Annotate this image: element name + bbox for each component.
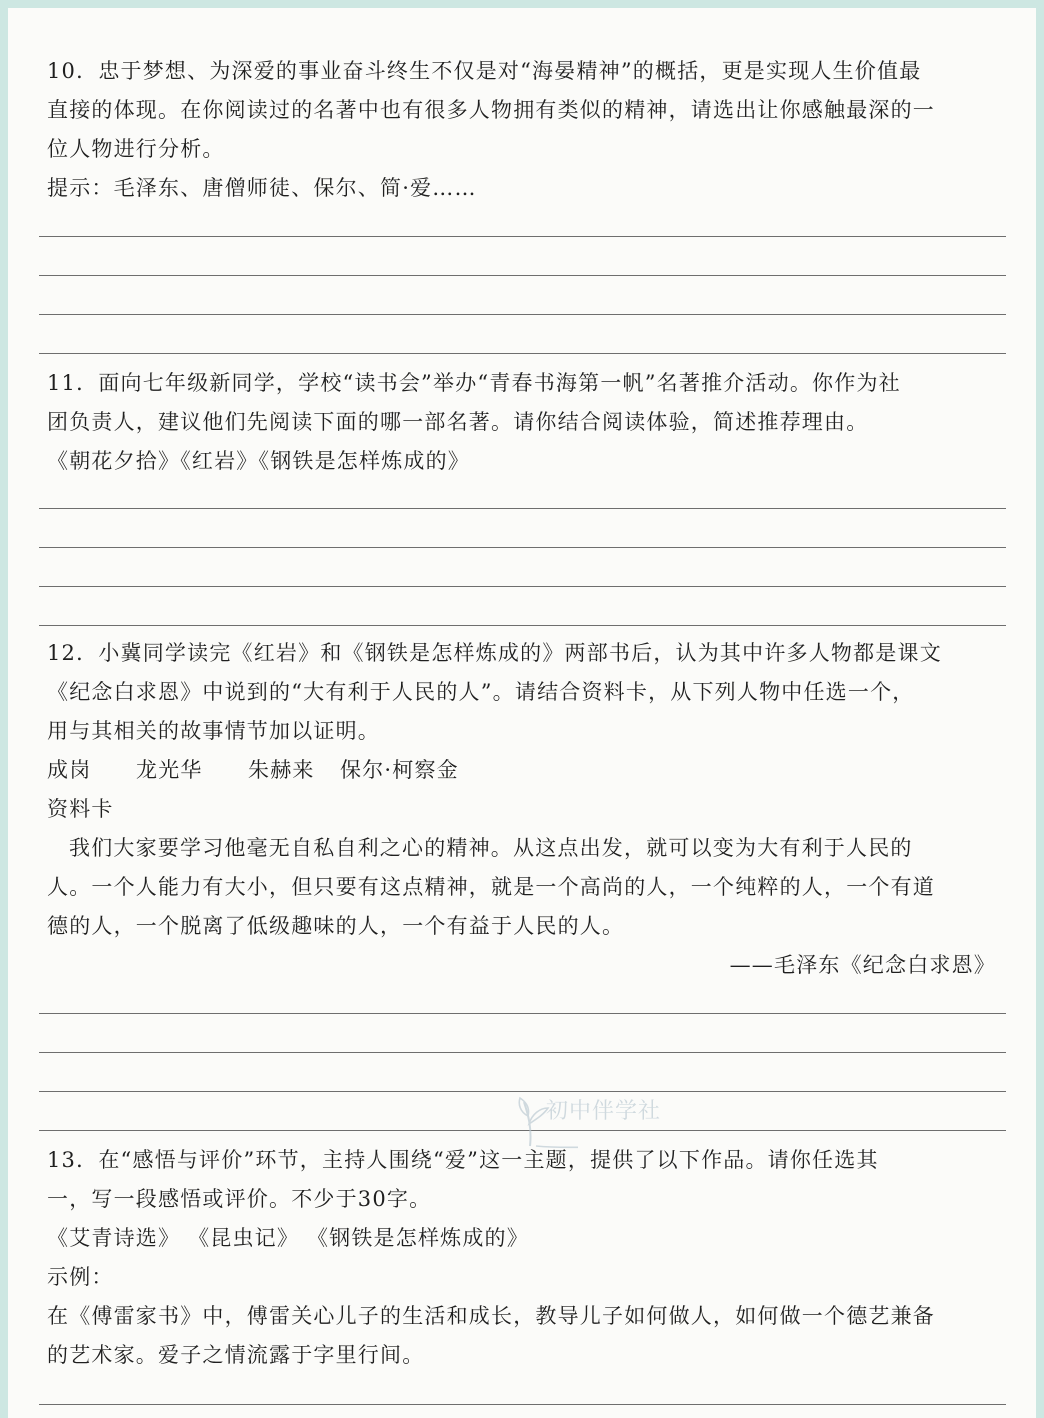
q12-character-2: 龙光华	[136, 758, 203, 782]
q11-answer-line-2[interactable]	[39, 547, 1006, 548]
q10-line-1: 10．忠于梦想、为深爱的事业奋斗终生不仅是对“海晏精神”的概括，更是实现人生价值最	[47, 59, 922, 83]
q10-line-3: 位人物进行分析。	[47, 137, 225, 161]
q10-line-2: 直接的体现。在你阅读过的名著中也有很多人物拥有类似的精神，请选出让你感触最深的一	[47, 98, 935, 122]
q12-line-2: 《纪念白求恩》中说到的“大有利于人民的人”。请结合资料卡，从下列人物中任选一个，	[47, 680, 915, 704]
q12-card-source: ——毛泽东《纪念白求恩》	[729, 953, 996, 977]
q11-answer-line-4[interactable]	[39, 625, 1006, 626]
worksheet-page	[8, 8, 1036, 1418]
q10-answer-line-3[interactable]	[39, 314, 1006, 315]
q13-books: 《艾青诗选》 《昆虫记》 《钢铁是怎样炼成的》	[47, 1226, 529, 1250]
q13-example-label: 示例：	[47, 1265, 114, 1289]
q11-line-2: 团负责人，建议他们先阅读下面的哪一部名著。请你结合阅读体验，简述推荐理由。	[47, 410, 869, 434]
q11-books: 《朝花夕拾》《红岩》《钢铁是怎样炼成的》	[47, 449, 470, 473]
q12-character-4: 保尔·柯察金	[340, 758, 459, 782]
q12-line-3: 用与其相关的故事情节加以证明。	[47, 719, 380, 743]
watermark-text: 初中伴学社	[546, 1099, 662, 1124]
q12-answer-line-3[interactable]	[39, 1091, 1006, 1092]
q12-card-title: 资料卡	[47, 797, 114, 821]
q10-answer-line-1[interactable]	[39, 236, 1006, 237]
q12-answer-line-1[interactable]	[39, 1013, 1006, 1014]
q10-answer-line-2[interactable]	[39, 275, 1006, 276]
q12-answer-line-2[interactable]	[39, 1052, 1006, 1053]
q11-answer-line-3[interactable]	[39, 586, 1006, 587]
q12-card-line-1: 我们大家要学习他毫无自私自利之心的精神。从这点出发，就可以变为大有利于人民的	[69, 836, 913, 860]
q12-character-3: 朱赫来	[248, 758, 315, 782]
q10-answer-line-4[interactable]	[39, 353, 1006, 354]
q13-example-line-1: 在《傅雷家书》中，傅雷关心儿子的生活和成长，教导儿子如何做人，如何做一个德艺兼备	[47, 1304, 935, 1328]
q13-line-2: 一，写一段感悟或评价。不少于30字。	[47, 1187, 432, 1211]
q11-line-1: 11．面向七年级新同学，学校“读书会”举办“青春书海第一帆”名著推介活动。你作为社	[47, 371, 901, 395]
q12-card-line-2: 人。一个人能力有大小，但只要有这点精神，就是一个高尚的人，一个纯粹的人，一个有道	[47, 875, 935, 899]
q10-hint: 提示：毛泽东、唐僧师徒、保尔、简·爱……	[47, 176, 477, 200]
q13-example-line-2: 的艺术家。爱子之情流露于字里行间。	[47, 1343, 425, 1367]
q12-card-line-3: 德的人，一个脱离了低级趣味的人，一个有益于人民的人。	[47, 914, 625, 938]
q12-line-1: 12．小冀同学读完《红岩》和《钢铁是怎样炼成的》两部书后，认为其中许多人物都是课文	[47, 641, 942, 665]
q12-character-1: 成岗	[47, 758, 92, 782]
q13-line-1: 13．在“感悟与评价”环节，主持人围绕“爱”这一主题，提供了以下作品。请你任选其	[47, 1148, 879, 1172]
q11-answer-line-1[interactable]	[39, 508, 1006, 509]
q12-answer-line-4[interactable]	[39, 1130, 1006, 1131]
q13-answer-line-1[interactable]	[39, 1404, 1006, 1405]
